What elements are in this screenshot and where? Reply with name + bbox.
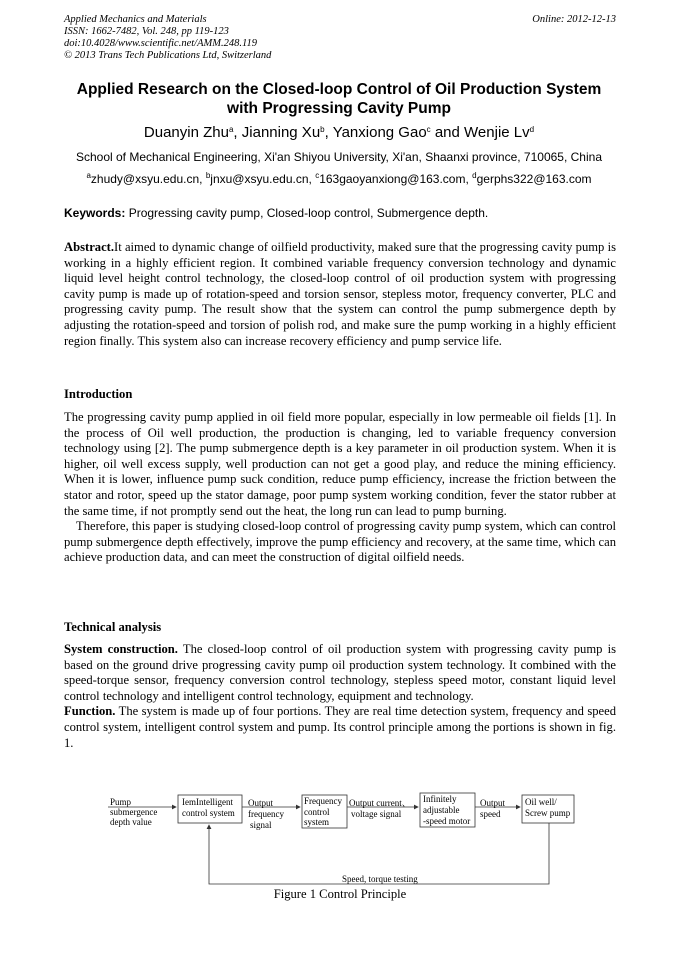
system-construction-text: The closed-loop control of oil production system with progressing cavity pump is based on the ground drive progressing cavity pump oil production system technology. It combined with the speed-torque sensor, frequency conversion control technology, stepless speed motor, constant liquid level control technology and intelligent control technology, equipment and technology. [64,642,616,703]
keywords-text: Progressing cavity pump, Closed-loop control, Submergence depth. [125,206,489,220]
author-separator: , [233,124,242,141]
introduction-paragraph-2: Therefore, this paper is studying closed-loop control of progressing cavity pump system, which can control pump submergence depth effectively, improve the pump efficiency and recovery, at the same time, which can achieve production data, and can meet the construction of digital oilfield needs. [64,519,617,565]
journal-name: Applied Mechanics and Materials [64,14,207,25]
email-separator: , [308,172,316,186]
box2-label-line-3: system [304,817,330,827]
arrow1-label-line-3: signal [250,820,272,830]
author-name: Jianning Xu [241,124,321,141]
arrow2-label-line-2: voltage signal [351,809,402,819]
author-name: Yanxiong Gao [332,124,427,141]
abstract-label: Abstract. [64,240,115,254]
keywords [64,206,616,220]
control-principle-diagram [96,785,586,890]
box1-label-line-1: IemIntelligent [182,797,233,807]
box3-label-line-1: Infinitely [423,794,457,804]
author-separator: and [430,124,465,141]
email-list [40,172,638,186]
email-sup: b [205,171,211,180]
author-sup: b [320,125,325,134]
email-sup: c [315,171,320,180]
abstract-text: It aimed to dynamic change of oilfield productivity, maked sure that the progressing cavity pump is working in a highly efficient region. It combined variable frequency conversion technology and dynamic liquid level height control technology, the closed-loop control of oil production system with progressing cavity pump is made up of rotation-speed and torsion sensor, stepless motor, frequency converter, PLC and progressing cavity pump. The result show that the system can control the pump submergence depth by adjusting the rotation-speed and torsion of polish rod, and make sure the pump working in a highly efficient region finally. This system also can increase recovery efficiency and pump service life. [64,240,616,348]
box3-label-line-3: -speed motor [423,816,471,826]
introduction-heading: Introduction [64,387,133,401]
arrow2-label-line-1: Output current、 [349,798,411,808]
system-construction-label: System construction. [64,642,178,656]
email-address[interactable]: gerphs322@163.com [476,172,592,186]
function-text: The system is made up of four portions. They are real time detection system, frequency and speed control system, intelligent control system and pump. Its control principle among the portions is shown in fig. 1. [64,704,616,750]
arrow3-label-line-1: Output [480,798,506,808]
email-address[interactable]: zhudy@xsyu.edu.cn [90,172,200,186]
journal-doi: doi:10.4028/www.scientific.net/AMM.248.119 [64,38,257,49]
author-name: Wenjie Lv [464,124,530,141]
email-separator: , [199,172,206,186]
journal-header [64,14,616,62]
email-sup: d [472,171,477,180]
technical-body [64,642,616,751]
input-label-line-2: submergence [110,807,158,817]
box2-label-line-2: control [304,807,330,817]
feedback-label: Speed, torque testing [342,874,418,884]
arrow1-label-line-1: Output [248,798,274,808]
introduction-body [64,410,616,566]
journal-copyright: © 2013 Trans Tech Publications Ltd, Switzerland [64,50,272,61]
author-name: Duanyin Zhu [143,124,229,141]
introduction-paragraph-1: The progressing cavity pump applied in oil field more popular, especially in low permeable oil fields [1]. In the process of Oil well production, the production is changing, led to variable frequency conversion technology using [2]. The pump submergence depth is a key parameter in oil production system. When it is higher, oil well excess supply, well production can not get a good play, and reduce the mining efficiency. When it is lower, influence pump suck condition, reduce pump efficiency, increase the friction between the stator and rotor, speed up the stator damage, poor pump system working condition, fever the stator rubber at the same time, if not promptly send out the heat, the long run can lead to pump burning. [64,410,616,518]
arrow3-label-line-2: speed [480,809,501,819]
online-date: Online: 2012-12-13 [532,14,616,25]
author-sup: c [426,125,431,134]
box4-label-line-2: Screw pump [525,808,571,818]
box2-label-line-1: Frequency [304,796,342,806]
email-address[interactable]: jnxu@xsyu.edu.cn [210,172,309,186]
affiliation: School of Mechanical Engineering, Xi'an Shiyou University, Xi'an, Shaanxi province, 710065, China [75,150,602,164]
box3-label-line-2: adjustable [423,805,460,815]
title-line-1: Applied Research on the Closed-loop Control of Oil Production System [76,81,602,98]
keywords-label: Keywords: [64,206,126,220]
box1-label-line-2: control system [182,808,235,818]
function-label: Function. [64,704,116,719]
author-separator: , [324,124,333,141]
input-label-line-3: depth value [110,817,152,827]
technical-analysis-heading: Technical analysis [64,620,162,634]
paper-title [40,80,638,118]
arrow1-label-line-2: frequency [248,809,284,819]
abstract [64,240,616,349]
email-address[interactable]: 163gaoyanxiong@163.com [319,172,466,186]
author-sup: a [228,125,234,134]
input-label-line-1: Pump [110,797,132,807]
author-sup: d [529,125,535,134]
email-separator: , [465,172,473,186]
author-list [40,124,638,142]
figure-caption: Figure 1 Control Principle [273,887,407,901]
box4-label-line-1: Oil well/ [525,797,557,807]
email-sup: a [86,171,91,180]
journal-issn: ISSN: 1662-7482, Vol. 248, pp 119-123 [64,26,229,37]
title-line-2: with Progressing Cavity Pump [227,100,451,117]
